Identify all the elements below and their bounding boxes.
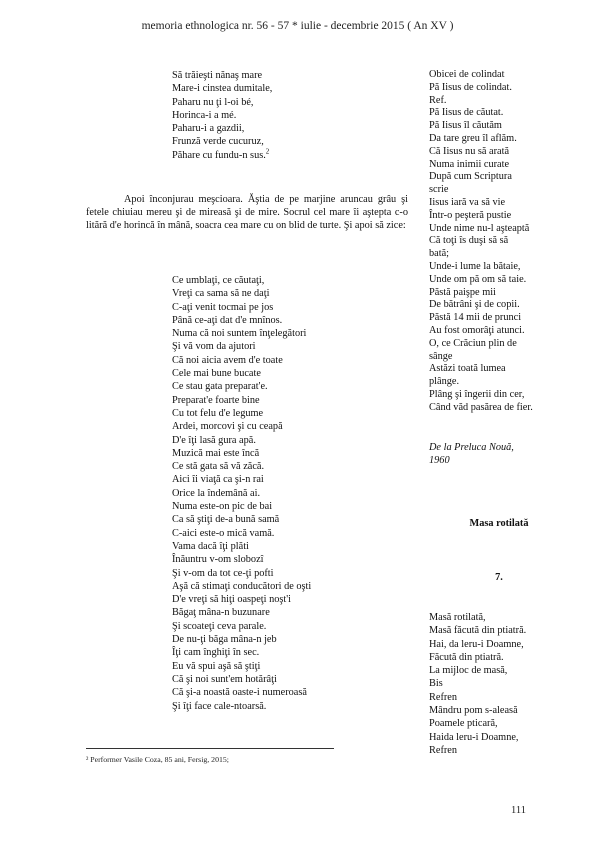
section-title: Masa rotilată [469, 518, 529, 529]
verse-line: Păstă paişpe mii [429, 286, 496, 298]
verse-line: Pă Iisus de căutat. [429, 107, 504, 119]
running-header: memoria ethnologica nr. 56 - 57 * iulie - decembrie 2015 ( An XV ) [141, 20, 454, 32]
verse-line: Şi scoateţi ceva parale. [172, 620, 267, 632]
verse-line: Masă rotilată, [429, 612, 486, 623]
verse-line: Într-o peşteră pustie [429, 209, 512, 221]
verse-line: Horinca-i a mé. [172, 109, 237, 121]
verse-line: Şi vă vom da ajutori [172, 341, 256, 353]
verse-line: Haida leru-i Doamne, [429, 731, 519, 743]
verse-line: Înăuntru v-om slobozî [172, 554, 264, 566]
verse-line: sânge [429, 350, 453, 362]
verse-line: Obicei de colindat [429, 69, 505, 80]
verse-line: Preparat'e foarte bine [172, 394, 260, 406]
verse-line: Ce stau gata preparat'e. [172, 381, 268, 393]
verse-line: Aşă că stimaţi conducători de oşti [172, 580, 312, 592]
verse-line: Mare-i cinstea dumitale, [172, 83, 273, 95]
verse-line: De bătrâni şi de copii. [429, 299, 520, 311]
verse-line: Refren [429, 691, 458, 703]
verse-line: Iisus iară va să vie [429, 196, 506, 208]
verse-line: Numa că noi suntem înţelegători [172, 328, 307, 340]
verse-line: Că şi noi sunt'em hotărâţi [172, 673, 277, 685]
verse-line: Poamele pticară, [429, 718, 498, 730]
verse-line: Băgaţ mâna-n buzunare [172, 607, 270, 619]
verse-line: Hai, da leru-i Doamne, [429, 638, 524, 650]
verse-line: De nu-ţi băga mâna-n jeb [172, 634, 277, 646]
verse-line: Făcută din ptiatră. [429, 651, 504, 663]
footnote-mark: 2 [265, 147, 270, 156]
source-attribution [429, 441, 514, 467]
verse-line: Păhare cu fundu-n sus. [172, 149, 266, 161]
carol-verse [429, 69, 569, 415]
verse-line: Cele mai bune bucate [172, 368, 261, 380]
verse-line: Că noi aicia avem d'e toate [172, 354, 283, 366]
verse-gate-song [172, 274, 311, 713]
verse-line-last [172, 149, 272, 162]
footnote-divider [86, 748, 334, 749]
verse-line: Pă Iisus îl căutăm [429, 120, 502, 132]
verse-line: C-aţi venit tocmai pe jos [172, 301, 274, 313]
verse-line: Ce umblaţi, ce căutaţi, [172, 275, 265, 286]
verse-line: C-aici este-o mică vamă. [172, 527, 275, 539]
verse-line: Au fost omorâţi atunci. [429, 324, 525, 336]
paragraph-text: Apoi înconjurau meşcioara. Ăştia de pe marjine aruncau grâu şi fetele chiuiau mereu şi de mireasă şi de mire. Socrul cel mare îi aştepta c-o litără d'e horincă în mână, soacra cea mare cu on blid de turte. Şi apoi să zice: [86, 194, 408, 231]
verse-line: Orice la îndemână ai. [172, 487, 261, 499]
verse-line: Cu tot felu d'e legume [172, 407, 264, 419]
verse-line: Să trăieşti nănaş mare [172, 70, 263, 81]
verse-line: Paharu-i a gazdii, [172, 123, 245, 135]
prose-paragraph [86, 194, 408, 232]
verse-line: Bis [429, 678, 443, 690]
verse-line: Refren [429, 744, 458, 756]
verse-line: Da tare greu îl aflăm. [429, 132, 517, 144]
verse-line: Ardei, morcovi şi cu ceapă [172, 421, 283, 433]
verse-line: Plâng şi îngerii din cer, [429, 388, 525, 400]
verse-line: La mijloc de masă, [429, 665, 508, 677]
verse-line: Mândru pom s-aleasă [429, 705, 518, 717]
footnote: ² Performer Vasile Coza, 85 ani, Fersig, 2015; [86, 755, 229, 764]
verse-line: O, ce Crăciun plin de [429, 337, 517, 349]
verse-line: Ce stă gata să vă zăcă. [172, 461, 265, 473]
verse-line: Ref. [429, 94, 447, 106]
verse-line: Masă făcută din ptiatră. [429, 625, 527, 637]
verse-line: Când văd pasărea de fier. [429, 401, 533, 413]
verse-line: Eu vă spui aşă să ştiţi [172, 660, 261, 672]
verse-line: Îţi cam înghiţi în sec. [172, 647, 260, 659]
verse-toast [172, 69, 272, 162]
verse-line: bată; [429, 248, 450, 260]
verse-line: Că şi-a noastă oaste-i numeroasă [172, 687, 307, 699]
verse-line: Numa inimii curate [429, 158, 510, 170]
verse-line: plânge. [429, 376, 460, 388]
verse-line: Astăzi toată lumea [429, 363, 506, 375]
verse-line: Că toţi îs duşi să să [429, 235, 509, 247]
verse-line: Unde nime nu-l aşteaptă [429, 222, 530, 234]
verse-line: Păstă 14 mii de prunci [429, 312, 522, 324]
verse-line: Paharu nu ţi l-oi bé, [172, 96, 254, 108]
page-number: 111 [511, 805, 526, 816]
verse-line: Aici îi viaţă ca şi-n rai [172, 474, 264, 486]
verse-line: Vama dacă îţi plăti [172, 540, 249, 552]
verse-line: Numa este-on pic de bai [172, 501, 273, 513]
source-line: 1960 [429, 455, 450, 466]
verse-line: scrie [429, 184, 449, 196]
verse-line: Până ce-aţi dat d'e mnînos. [172, 314, 283, 326]
verse-line: Că Iisus nu să arată [429, 145, 510, 157]
source-line: De la Preluca Nouă, [429, 442, 514, 453]
verse-line: D'e îţi lasă gura apă. [172, 434, 256, 446]
verse-line: Pă Iisus de colindat. [429, 81, 512, 93]
verse-line: D'e vreţi să hiţi oaspeţi noşt'i [172, 594, 291, 606]
verse-line: Unde-i lume la bătaie, [429, 260, 521, 272]
verse-line: Şi v-om da tot ce-ţi pofti [172, 567, 274, 579]
verse-line: Unde om pă om să taie. [429, 273, 527, 285]
verse-line: După cum Scriptura [429, 171, 512, 183]
verse-masa-rotilata [429, 611, 526, 757]
verse-line: Vreţi ca sama să ne daţi [172, 288, 270, 300]
verse-line: Muzică mai este încă [172, 447, 260, 459]
verse-line: Frunză verde cucuruz, [172, 136, 264, 148]
section-number: 7. [495, 572, 503, 583]
verse-line: Ca să ştiţi de-a bună samă [172, 514, 280, 526]
verse-line: Şi îţi face cale-ntoarsă. [172, 700, 267, 712]
